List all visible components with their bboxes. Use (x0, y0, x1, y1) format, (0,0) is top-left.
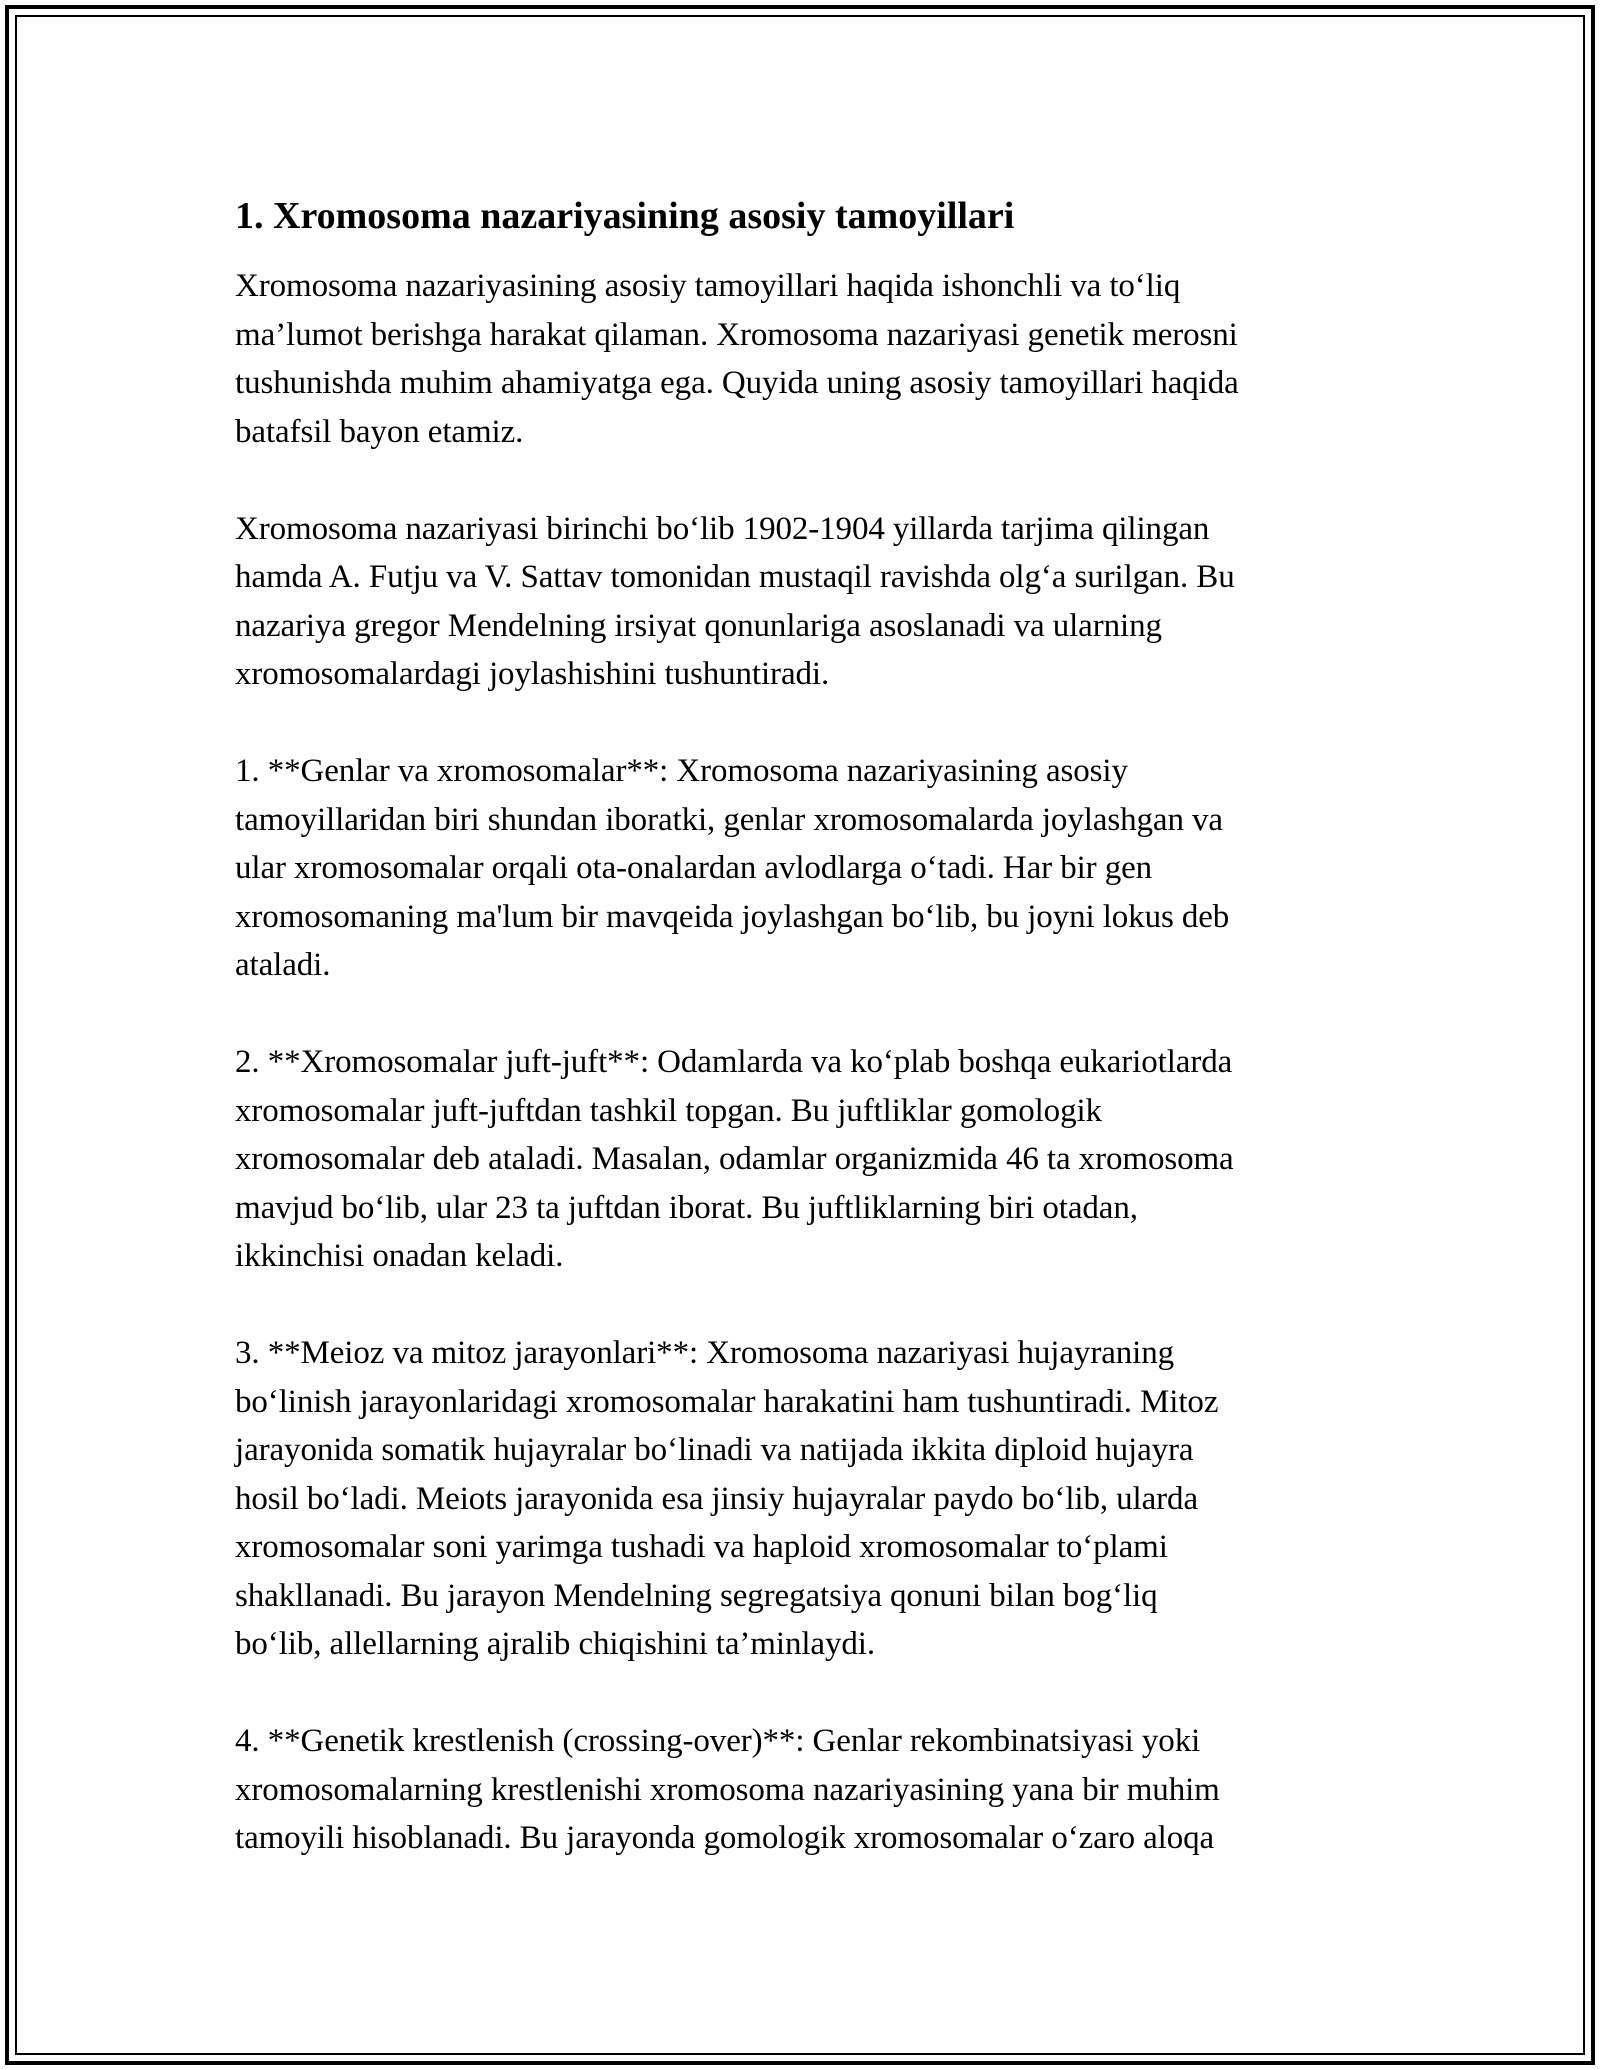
paragraph (235, 505, 1375, 699)
paragraph (235, 747, 1375, 990)
text-line: tushunishda muhim ahamiyatga ega. Quyida uning asosiy tamoyillari haqida (235, 365, 1239, 401)
text-line: 2. **Xromosomalar juft-juft**: Odamlarda va ko‘plab boshqa eukariotlarda (235, 1044, 1233, 1080)
text-line: shakllanadi. Bu jarayon Mendelning segregatsiya qonuni bilan bog‘liq (235, 1577, 1158, 1614)
text-line: bo‘lib, allellarning ajralib chiqishini ta’minlaydi. (235, 1626, 875, 1662)
paragraph (235, 262, 1375, 456)
text-line: xromosomalar juft-juftdan tashkil topgan. Bu juftliklar gomologik (235, 1092, 1102, 1129)
text-line: Xromosoma nazariyasi birinchi bo‘lib 1902-1904 yillarda tarjima qilingan (235, 510, 1210, 547)
text-line: bo‘linish jarayonlaridagi xromosomalar harakatini ham tushuntiradi. Mitoz (235, 1383, 1219, 1420)
document-page (235, 190, 1375, 1911)
text-line: batafsil bayon etamiz. (235, 413, 524, 450)
text-line: ular xromosomalar orqali ota-onalardan avlodlarga o‘tadi. Har bir gen (235, 850, 1153, 886)
text-line: ma’lumot berishga harakat qilaman. Xromosoma nazariyasi genetik merosni (235, 316, 1238, 353)
paragraph (235, 1329, 1375, 1669)
text-line: xromosomalar deb ataladi. Masalan, odamlar organizmida 46 ta xromosoma (235, 1141, 1234, 1177)
text-line: xromosomalarning krestlenishi xromosoma nazariyasining yana bir muhim (235, 1771, 1220, 1808)
text-line: 1. **Genlar va xromosomalar**: Xromosoma nazariyasining asosiy (235, 753, 1128, 789)
document-body (235, 262, 1375, 1863)
text-line: tamoyili hisoblanadi. Bu jarayonda gomologik xromosomalar o‘zaro aloqa (235, 1820, 1215, 1856)
text-line: nazariya gregor Mendelning irsiyat qonunlariga asoslanadi va ularning (235, 607, 1162, 644)
text-line: ikkinchisi onadan keladi. (235, 1238, 564, 1274)
text-line: 3. **Meioz va mitoz jarayonlari**: Xromosoma nazariyasi hujayraning (235, 1335, 1175, 1371)
section-heading: 1. Xromosoma nazariyasining asosiy tamoyillari (235, 195, 1015, 237)
text-line: hamda A. Futju va V. Sattav tomonidan mustaqil ravishda olg‘a surilgan. Bu (235, 559, 1235, 595)
text-line: Xromosoma nazariyasining asosiy tamoyillari haqida ishonchli va to‘liq (235, 268, 1181, 304)
text-line: xromosomaning ma'lum bir mavqeida joylashgan bo‘lib, bu joyni lokus deb (235, 898, 1230, 935)
paragraph (235, 1717, 1375, 1863)
text-line: mavjud bo‘lib, ular 23 ta juftdan iborat. Bu juftliklarning biri otadan, (235, 1189, 1138, 1226)
text-line: xromosomalar soni yarimga tushadi va haploid xromosomalar to‘plami (235, 1529, 1168, 1565)
text-line: 4. **Genetik krestlenish (crossing-over)**: Genlar rekombinatsiyasi yoki (235, 1723, 1201, 1759)
text-line: hosil bo‘ladi. Meiots jarayonida esa jinsiy hujayralar paydo bo‘lib, ularda (235, 1480, 1199, 1517)
paragraph (235, 1038, 1375, 1281)
text-line: jarayonida somatik hujayralar bo‘linadi va natijada ikkita diploid hujayra (235, 1432, 1194, 1468)
text-line: ataladi. (235, 947, 331, 983)
text-line: tamoyillaridan biri shundan iboratki, genlar xromosomalarda joylashgan va (235, 801, 1223, 838)
text-line: xromosomalardagi joylashishini tushuntiradi. (235, 656, 830, 692)
